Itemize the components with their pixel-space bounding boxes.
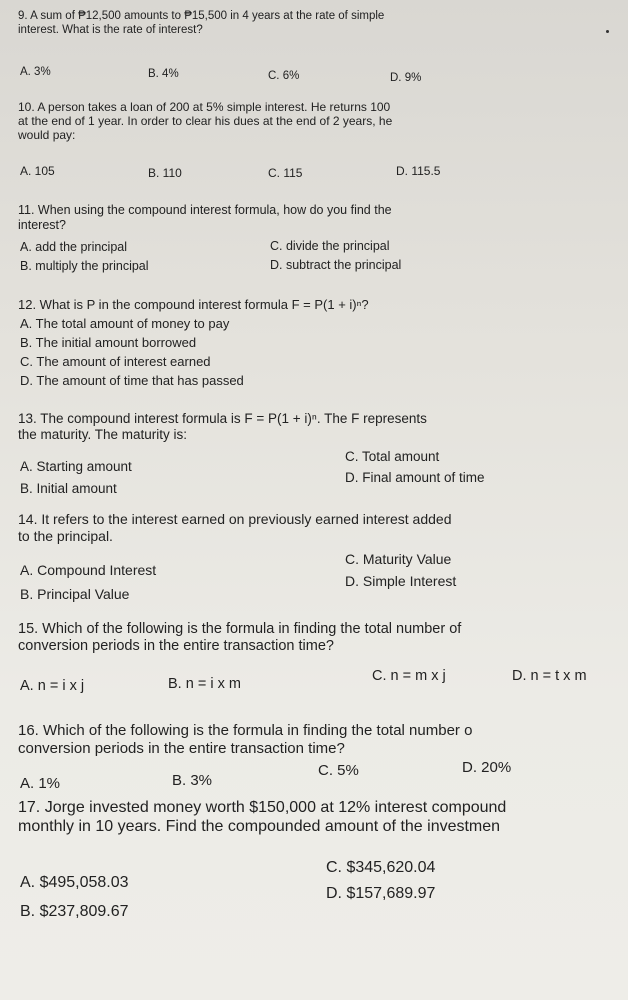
option-c: C. Total amount [345, 449, 440, 464]
option-b: B. The initial amount borrowed [20, 335, 197, 350]
option-d: D. 115.5 [396, 164, 441, 178]
option-a: A. 1% [20, 775, 61, 792]
option-c: C. 5% [318, 762, 359, 779]
option-d: D. 9% [390, 72, 422, 84]
question-stem: 13. The compound interest formula is F = P(1 + i)ⁿ. The F represents the maturity. The maturity is: [18, 411, 427, 442]
question-stem: 12. What is P in the compound interest formula F = P(1 + i)ⁿ? [18, 297, 369, 312]
option-a: A. Compound Interest [20, 562, 157, 578]
option-c: C. divide the principal [270, 239, 390, 253]
option-a: A. $495,058.03 [20, 874, 129, 891]
option-c: C. Maturity Value [345, 551, 452, 567]
option-d: D. Simple Interest [345, 573, 457, 589]
option-c: C. 6% [268, 70, 300, 82]
option-a: A. add the principal [20, 240, 128, 254]
option-d: D. $157,689.97 [326, 885, 436, 902]
option-a: A. Starting amount [20, 459, 132, 474]
question-stem: 16. Which of the following is the formula in finding the total number o conversion periods in the entire transaction time? [18, 722, 473, 757]
option-b: B. $237,809.67 [20, 903, 129, 920]
option-b: B. Initial amount [20, 481, 117, 496]
option-a: A. The total amount of money to pay [20, 316, 230, 331]
question-stem: 10. A person takes a loan of 200 at 5% simple interest. He returns 100 at the end of 1 year. In order to clear his dues at the end of 2 years, he would pay: [18, 100, 393, 143]
option-b: B. n = i x m [168, 676, 241, 692]
option-d: D. The amount of time that has passed [20, 373, 244, 388]
question-stem: 11. When using the compound interest formula, how do you find the interest? [18, 203, 392, 232]
option-a: A. n = i x j [20, 678, 85, 694]
question-stem: 17. Jorge invested money worth $150,000 at 12% interest compound monthly in 10 years. Find the compounded amount of the investmen [18, 799, 507, 835]
option-b: B. multiply the principal [20, 259, 149, 273]
option-d: D. subtract the principal [270, 258, 402, 272]
option-c: C. 115 [268, 166, 303, 180]
option-c: C. $345,620.04 [326, 859, 436, 876]
option-b: B. 110 [148, 166, 182, 180]
option-b: B. 3% [172, 772, 213, 789]
option-b: B. 4% [148, 68, 179, 80]
option-a: A. 3% [20, 66, 51, 78]
option-b: B. Principal Value [20, 586, 130, 602]
option-c: C. n = m x j [372, 668, 446, 684]
option-d: D. Final amount of time [345, 470, 485, 485]
option-c: C. The amount of interest earned [20, 354, 211, 369]
question-stem: 15. Which of the following is the formula in finding the total number of conversion periods in the entire transaction time? [18, 621, 462, 655]
option-d: D. 20% [462, 759, 512, 776]
option-d: D. n = t x m [512, 668, 587, 684]
option-a: A. 105 [20, 164, 55, 178]
question-stem: 9. A sum of ₱12,500 amounts to ₱15,500 in 4 years at the rate of simple interest. What is the rate of interest? [18, 10, 385, 36]
question-stem: 14. It refers to the interest earned on previously earned interest added to the principal. [18, 511, 452, 544]
speck-mark [606, 30, 609, 33]
